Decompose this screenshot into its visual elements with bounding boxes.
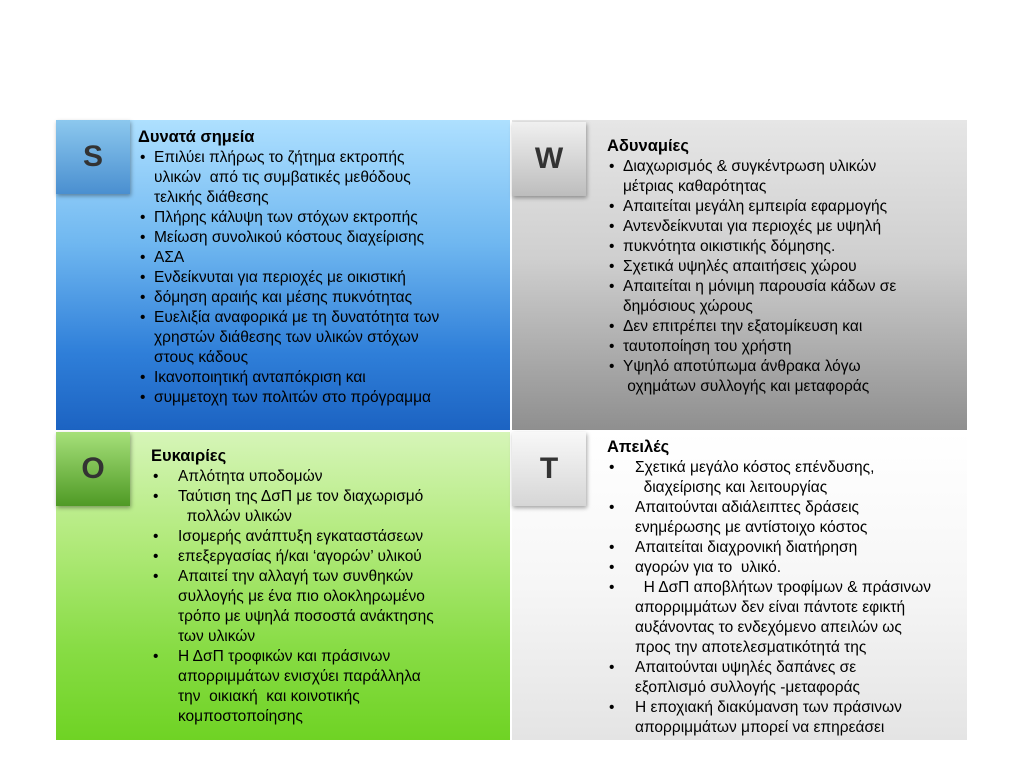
list-item-line: προς την αποτελεσματικότητά της: [635, 639, 867, 656]
opportunities-letter-box: [56, 432, 130, 506]
list-item: [607, 458, 982, 498]
list-item: [138, 268, 508, 288]
weaknesses-letter-box: [512, 122, 586, 196]
list-item-line: • Απαιτείται μεγάλη εμπειρία εφαρμογής: [623, 198, 888, 215]
weaknesses-list: [607, 157, 963, 397]
list-item: [607, 658, 982, 698]
list-item: [607, 578, 982, 658]
list-item: [607, 237, 963, 257]
list-item-line: στους κάδους: [154, 349, 249, 366]
list-item-line: αυξάνοντας το ενδεχόμενο απειλών ως: [635, 619, 902, 636]
opportunities-letter: O: [81, 452, 105, 485]
list-item-line: • επεξεργασίας ή/και ‘αγορών’ υλικού: [178, 548, 422, 565]
weaknesses-content: [607, 136, 963, 397]
list-item: [151, 527, 506, 547]
opportunities-title: Ευκαιρίες: [151, 447, 227, 465]
list-item: [607, 277, 963, 317]
list-item-line: ενημέρωσης με αντίστοιχο κόστος: [635, 519, 868, 536]
list-item-line: απορριμμάτων μπορεί να επηρεάσει: [635, 719, 885, 736]
list-item-line: • Απλότητα υποδομών: [178, 468, 323, 485]
list-item: [607, 538, 982, 558]
list-item-line: μέτριας καθαρότητας: [623, 178, 767, 195]
list-item-line: • Αντενδείκνυται για περιοχές με υψηλή: [623, 218, 882, 235]
list-item-line: • Υψηλό αποτύπωμα άνθρακα λόγω: [623, 358, 861, 375]
list-item: [151, 487, 506, 527]
list-item-line: • Σχετικά υψηλές απαιτήσεις χώρου: [623, 258, 857, 275]
list-item: [138, 388, 508, 408]
list-item-line: την οικιακή και κοινοτικής: [178, 688, 360, 705]
list-item-line: • Πλήρης κάλυψη των στόχων εκτροπής: [154, 209, 418, 226]
list-item-line: • Επιλύει πλήρως το ζήτημα εκτροπής: [154, 149, 405, 166]
list-item: [607, 257, 963, 277]
list-item-line: απορριμμάτων ενισχύει παράλληλα: [178, 668, 421, 685]
list-item: [151, 567, 506, 647]
list-item-line: τελικής διάθεσης: [154, 189, 269, 206]
list-item: [138, 148, 508, 208]
list-item-line: • Η ΔσΠ τροφικών και πράσινων: [178, 648, 391, 665]
list-item: [607, 197, 963, 217]
list-item: [151, 467, 506, 487]
strengths-list: [138, 148, 508, 408]
opportunities-list: [151, 467, 506, 727]
list-item-line: • Η ΔσΠ αποβλήτων τροφίμων & πράσινων: [635, 579, 931, 596]
list-item-line: κομποστοποίησης: [178, 708, 303, 725]
list-item: [138, 368, 508, 388]
list-item-line: • Ισομερής ανάπτυξη εγκαταστάσεων: [178, 528, 424, 545]
list-item: [151, 547, 506, 567]
list-item-line: • Απαιτεί την αλλαγή των συνθηκών: [178, 568, 414, 585]
list-item-line: χρηστών διάθεσης των υλικών στόχων: [154, 329, 419, 346]
list-item-line: • Ευελιξία αναφορικά με τη δυνατότητα των: [154, 309, 440, 326]
strengths-title: Δυνατά σημεία: [138, 128, 255, 146]
list-item-line: • Απαιτούνται υψηλές δαπάνες σε: [635, 659, 857, 676]
list-item-line: • Απαιτείται η μόνιμη παρουσία κάδων σε: [623, 278, 897, 295]
list-item-line: πολλών υλικών: [178, 508, 292, 525]
list-item-line: • Σχετικά μεγάλο κόστος επένδυσης,: [635, 459, 875, 476]
list-item-line: • αγορών για το υλικό.: [635, 559, 782, 576]
threats-content: [607, 437, 982, 738]
list-item-line: εξοπλισμό συλλογής -μεταφοράς: [635, 679, 861, 696]
list-item-line: • Απαιτούνται αδιάλειπτες δράσεις: [635, 499, 859, 516]
list-item-line: • Ικανοποιητική ανταπόκριση και: [154, 369, 366, 386]
list-item: [607, 357, 963, 397]
list-item-line: • Ενδείκνυται για περιοχές με οικιστική: [154, 269, 406, 286]
list-item-line: • Ταύτιση της ΔσΠ με τον διαχωρισμό: [178, 488, 424, 505]
weaknesses-title: Αδυναμίες: [607, 137, 689, 155]
list-item-line: • δόμηση αραιής και μέσης πυκνότητας: [154, 289, 413, 306]
threats-list: [607, 458, 982, 738]
list-item: [607, 558, 982, 578]
list-item-line: συλλογής με ένα πιο ολοκληρωμένο: [178, 588, 425, 605]
list-item: [151, 647, 506, 727]
list-item-line: τρόπο με υψηλά ποσοστά ανάκτησης: [178, 608, 434, 625]
list-item-line: των υλικών: [178, 628, 256, 645]
list-item-line: δημόσιους χώρους: [623, 298, 753, 315]
list-item: [607, 337, 963, 357]
strengths-content: [138, 127, 508, 408]
list-item-line: διαχείρισης και λειτουργίας: [635, 479, 828, 496]
list-item-line: • ΑΣΑ: [154, 249, 185, 266]
threats-letter: T: [539, 452, 559, 485]
list-item: [607, 317, 963, 337]
list-item-line: • ταυτοποίηση του χρήστη: [623, 338, 792, 355]
list-item-line: υλικών από τις συμβατικές μεθόδους: [154, 169, 411, 186]
list-item: [607, 157, 963, 197]
strengths-letter: S: [82, 140, 103, 173]
list-item: [138, 208, 508, 228]
list-item: [607, 217, 963, 237]
list-item-line: • Μείωση συνολικού κόστους διαχείρισης: [154, 229, 425, 246]
list-item-line: • Η εποχιακή διακύμανση των πράσινων: [635, 699, 902, 716]
list-item-line: απορριμμάτων δεν είναι πάντοτε εφικτή: [635, 599, 906, 616]
list-item: [138, 248, 508, 268]
list-item: [138, 308, 508, 368]
list-item-line: οχημάτων συλλογής και μεταφοράς: [623, 378, 870, 395]
list-item-line: • Απαιτείται διαχρονική διατήρηση: [635, 539, 858, 556]
list-item: [607, 698, 982, 738]
weaknesses-letter: W: [534, 142, 564, 175]
list-item: [138, 228, 508, 248]
list-item-line: • Διαχωρισμός & συγκέντρωση υλικών: [623, 158, 877, 175]
list-item-line: • πυκνότητα οικιστικής δόμησης.: [623, 238, 836, 255]
list-item: [138, 288, 508, 308]
opportunities-content: [151, 446, 506, 727]
strengths-letter-box: [56, 120, 130, 194]
list-item-line: • συμμετοχη των πολιτών στο πρόγραμμα: [154, 389, 431, 406]
threats-title: Απειλές: [607, 438, 670, 456]
list-item-line: • Δεν επιτρέπει την εξατομίκευση και: [623, 318, 863, 335]
list-item: [607, 498, 982, 538]
threats-letter-box: [512, 432, 586, 506]
